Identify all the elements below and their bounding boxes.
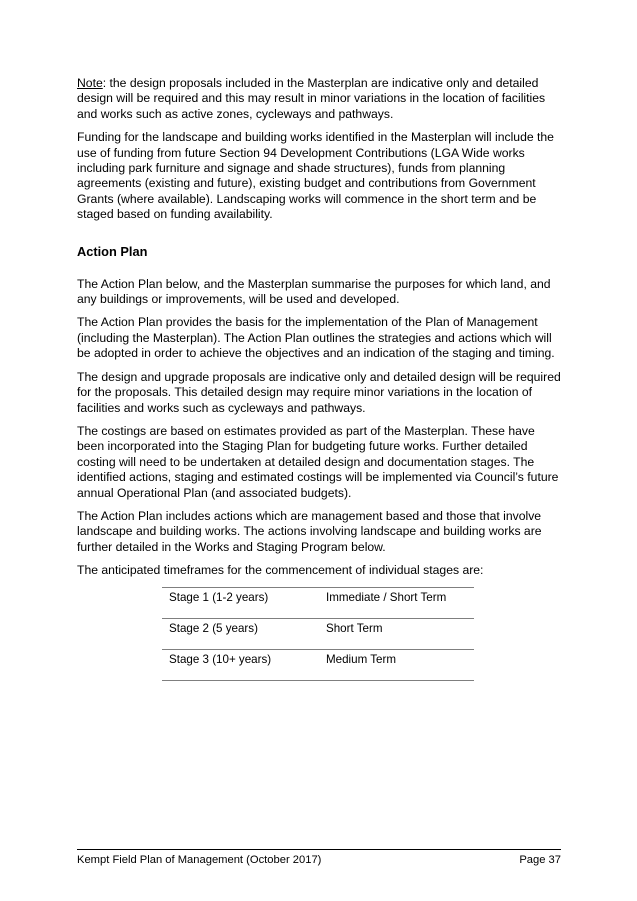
- stage-cell: Stage 1 (1-2 years): [162, 587, 319, 618]
- action-plan-paragraph: The costings are based on estimates provided as part of the Masterplan. These have been incorporated into the Staging Plan for budgeting future works. Further detailed costing will need to be undertaken at detailed design and documentation stages. The identified actions, staging and estimated costings will be implemented via Council’s future annual Operational Plan (and associated budgets).: [77, 423, 559, 500]
- action-plan-paragraph: The Action Plan includes actions which are management based and those that involve landscape and building works. The actions involving landscape and building works are further detailed in the Works and Staging Program below.: [77, 508, 542, 554]
- page-number: Page 37: [519, 854, 561, 866]
- note-text: : the design proposals included in the Masterplan are indicative only and detailed design will be required and this may result in minor variations in the location of facilities and works such as active zones, cycleways and pathways.: [77, 76, 546, 121]
- action-plan-paragraph: The design and upgrade proposals are indicative only and detailed design will be required for the proposals. This detailed design may require minor variations in the location of facilities and works such as cycleways and pathways.: [77, 369, 561, 415]
- action-plan-paragraph: The anticipated timeframes for the commencement of individual stages are:: [77, 563, 484, 578]
- note-paragraph: [77, 76, 563, 122]
- stage-cell: Stage 3 (10+ years): [162, 649, 319, 680]
- table-row: [162, 587, 474, 618]
- table-row: [162, 649, 474, 680]
- term-cell: Immediate / Short Term: [319, 587, 474, 618]
- footer-title: Kempt Field Plan of Management (October 2017): [77, 854, 322, 866]
- funding-paragraph: Funding for the landscape and building works identified in the Masterplan will include the use of funding from future Section 94 Development Contributions (LGA Wide works including park furniture and signage and shade structures), funds from planning agreements (existing and future), existing budget and contributions from Government Grants (where available). Landscaping works will commence in the short term and be staged based on funding availability.: [77, 130, 554, 222]
- action-plan-paragraph: The Action Plan provides the basis for the implementation of the Plan of Management (including the Masterplan). The Action Plan outlines the strategies and actions which will be adopted in order to achieve the objectives and an indication of the staging and timing.: [77, 315, 555, 361]
- table-row: [162, 618, 474, 649]
- page-footer: [77, 849, 561, 867]
- document-body: [77, 76, 563, 681]
- term-cell: Medium Term: [319, 649, 474, 680]
- term-cell: Short Term: [319, 618, 474, 649]
- action-plan-paragraph: The Action Plan below, and the Masterplan summarise the purposes for which land, and any buildings or improvements, will be used and developed.: [77, 276, 551, 307]
- note-label: Note: [77, 76, 103, 90]
- stage-cell: Stage 2 (5 years): [162, 618, 319, 649]
- stages-table: [162, 587, 474, 681]
- action-plan-heading: Action Plan: [77, 243, 148, 259]
